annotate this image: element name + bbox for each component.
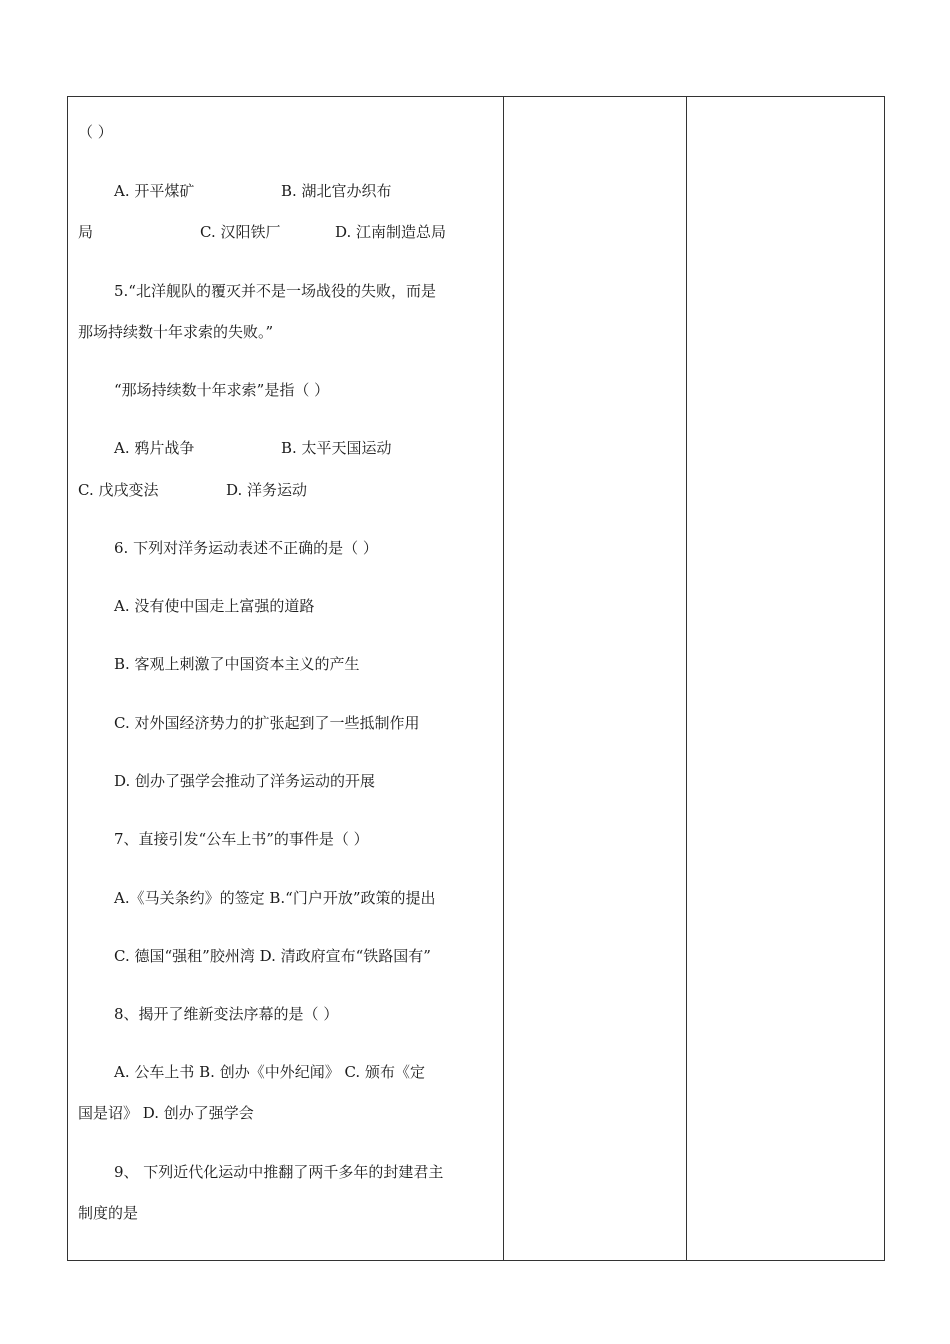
option-line: B. 太平天国运动: [281, 439, 392, 457]
option-line: B. 湖北官办织布: [281, 182, 392, 200]
empty-column-right: [687, 97, 884, 1260]
option-line: C. 戊戌变法: [78, 481, 159, 499]
question-text: 5.“北洋舰队的覆灭并不是一场战役的失败，而是: [114, 282, 436, 300]
option-line: B. 客观上刺激了中国资本主义的产生: [114, 655, 360, 673]
question-text: 7、直接引发“公车上书”的事件是（ ）: [114, 830, 369, 848]
option-line: D. 创办了强学会推动了洋务运动的开展: [114, 772, 376, 790]
option-line: 国是诏》 D. 创办了强学会: [78, 1104, 254, 1122]
option-line: A. 开平煤矿: [114, 182, 195, 200]
option-line: C. 对外国经济势力的扩张起到了一些抵制作用: [114, 714, 420, 732]
empty-column-middle: [504, 97, 686, 1260]
option-line: D. 江南制造总局: [335, 223, 447, 241]
option-line: 局: [78, 223, 94, 241]
question-column: [68, 97, 503, 1260]
question-text: “那场持续数十年求索”是指（ ）: [114, 381, 330, 399]
option-line: A. 公车上书 B. 创办《中外纪闻》 C. 颁布《定: [114, 1063, 425, 1081]
option-line: A. 没有使中国走上富强的道路: [114, 597, 315, 615]
option-line: D. 洋务运动: [226, 481, 308, 499]
answer-bracket: （ ）: [78, 123, 113, 141]
option-line: C. 德国“强租”胶州湾 D. 清政府宣布“铁路国有”: [114, 947, 431, 965]
question-text: 9、 下列近代化运动中推翻了两千多年的封建君主: [114, 1163, 444, 1181]
option-line: A. 鸦片战争: [114, 439, 195, 457]
worksheet-table: [67, 96, 885, 1261]
question-text: 制度的是: [78, 1204, 139, 1222]
option-line: A.《马关条约》的签定 B.“门户开放”政策的提出: [114, 889, 436, 907]
option-line: C. 汉阳铁厂: [200, 223, 281, 241]
question-text: 6. 下列对洋务运动表述不正确的是（ ）: [114, 539, 378, 557]
question-text: 8、揭开了维新变法序幕的是（ ）: [114, 1005, 339, 1023]
question-text: 那场持续数十年求索的失败。”: [78, 323, 274, 341]
